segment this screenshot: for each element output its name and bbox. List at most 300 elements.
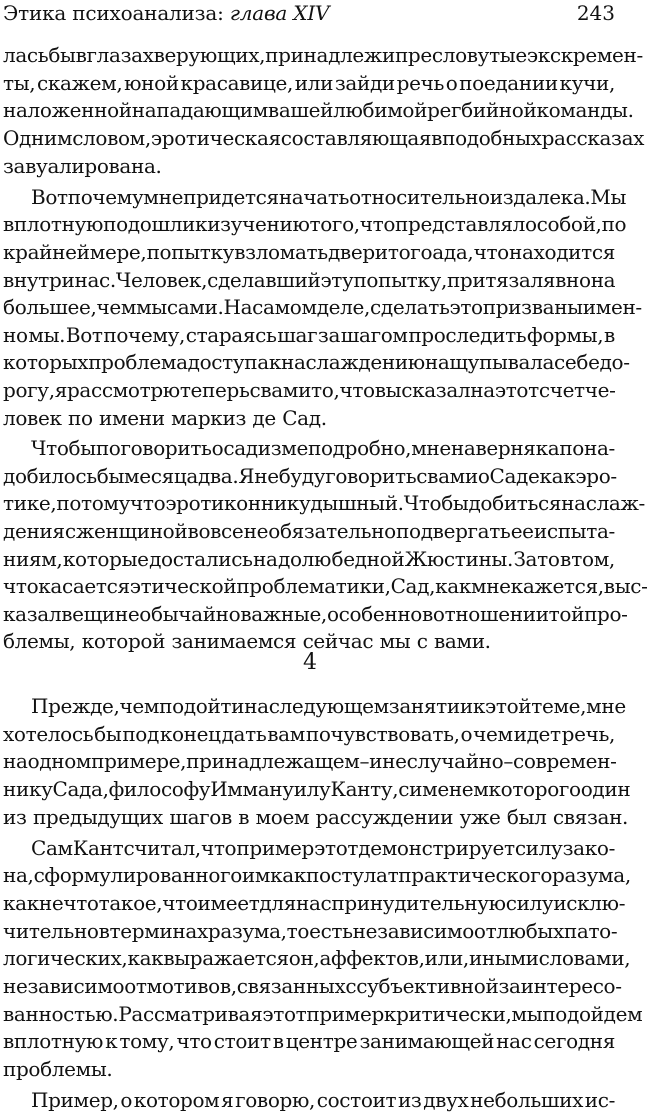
word: принадлежи (265, 43, 395, 67)
word: хотелось (3, 722, 94, 746)
word: из (3, 805, 27, 829)
word: крайней (3, 240, 90, 264)
word: с (64, 519, 76, 543)
word: нас. (74, 268, 116, 292)
word: наверняка (450, 436, 560, 460)
word: шагов (169, 805, 232, 829)
word: конец (159, 722, 221, 746)
word: глазах (86, 43, 154, 67)
word: он (236, 491, 261, 515)
word: Пример, (31, 1088, 119, 1112)
word: в (431, 126, 443, 150)
word: На (223, 295, 253, 319)
word: потому (56, 491, 131, 515)
word: Я (238, 464, 255, 488)
text-line (3, 1056, 615, 1082)
word: мере, (89, 240, 147, 264)
word: бы (48, 43, 76, 67)
word: вами. (434, 629, 491, 653)
word: как (539, 464, 576, 488)
word: Вот (31, 185, 68, 209)
word: взломать (234, 240, 328, 264)
word: почему, (103, 323, 186, 347)
word: проблемы. (3, 1057, 113, 1081)
text-line (3, 835, 615, 861)
word: сейчас (302, 629, 374, 653)
word: состоит (316, 1088, 397, 1112)
word: счет (538, 378, 585, 402)
word: попытку (146, 240, 235, 264)
word: чем (119, 694, 160, 718)
word: бы (96, 464, 125, 488)
word: что (3, 574, 39, 598)
word: буду (278, 464, 326, 488)
word: не (382, 749, 407, 773)
word: им (241, 863, 271, 887)
word: мы (136, 295, 167, 319)
word: как (270, 863, 306, 887)
word: вплотную (3, 1029, 104, 1053)
word: обязательно (268, 519, 396, 543)
word: имеет (197, 891, 260, 915)
word: пример (306, 1002, 384, 1026)
word: рассуждении (315, 805, 454, 829)
word: этот (314, 836, 359, 860)
word: испыта- (533, 519, 615, 543)
word: вплотную (3, 212, 104, 236)
word: стараясь (185, 323, 277, 347)
word: че- (584, 378, 616, 402)
word: был (506, 805, 547, 829)
word: к (472, 694, 485, 718)
word: к (105, 1029, 118, 1053)
word: которого (488, 777, 581, 801)
word: экскремен- (526, 43, 643, 67)
word: на, (3, 863, 34, 887)
word: в (603, 323, 615, 347)
word: небольших (470, 1088, 584, 1112)
word: речь, (561, 722, 615, 746)
word: принадлежащем (186, 749, 360, 773)
word: эротик (165, 491, 237, 515)
word: силу (505, 891, 554, 915)
section-number: 4 (303, 650, 317, 675)
word: явно (542, 268, 591, 292)
word: одном (27, 749, 92, 773)
word: сделать (370, 295, 450, 319)
word: заинтересо- (498, 974, 622, 998)
text-line (3, 377, 615, 403)
word: с (398, 777, 410, 801)
word: необычайно (114, 602, 241, 626)
word: и (369, 749, 383, 773)
word: эро- (575, 464, 617, 488)
word: двери (327, 240, 388, 264)
word: разума, (552, 863, 631, 887)
word: зако- (562, 836, 615, 860)
word: независимо (352, 919, 474, 943)
text-line (3, 322, 615, 348)
word: подробно, (308, 436, 412, 460)
text-line (3, 153, 615, 179)
word: мне (411, 436, 451, 460)
word: этот (494, 378, 539, 402)
word: шагом (340, 323, 408, 347)
word: рассказах (541, 126, 645, 150)
word: мне (470, 574, 511, 598)
word: касается (38, 574, 130, 598)
word: что (473, 240, 509, 264)
word: уже (459, 805, 501, 829)
word: которой (81, 629, 166, 653)
word: отношении (432, 602, 549, 626)
word: это (449, 295, 483, 319)
word: тике, (3, 491, 57, 515)
word: речь (396, 71, 444, 95)
word: завуалирована. (3, 154, 162, 178)
word: что (359, 212, 396, 236)
word: Жюстины. (404, 547, 514, 571)
text-line (3, 693, 626, 719)
word: но (3, 323, 28, 347)
word: Сада, (52, 777, 109, 801)
word: выс- (603, 574, 648, 598)
word: составляющая (280, 126, 432, 150)
word: о (211, 436, 224, 460)
word: что (200, 836, 237, 860)
word: связан. (552, 805, 629, 829)
page-number: 243 (576, 1, 615, 25)
word: чительно (3, 919, 99, 943)
text-line (3, 1001, 643, 1027)
word: как (435, 574, 471, 598)
word: до- (599, 350, 630, 374)
word: поговорить (95, 436, 212, 460)
word: ее (510, 519, 534, 543)
text-line (3, 1087, 615, 1113)
word: добилось (3, 464, 97, 488)
word: ловек (3, 406, 62, 430)
word: мне (143, 185, 184, 209)
word: сделавший (207, 268, 321, 292)
word: Сад. (282, 406, 327, 430)
word: не (254, 464, 279, 488)
word: вещи (61, 602, 115, 626)
word: которые (62, 547, 149, 571)
word: не (243, 519, 269, 543)
word: поедании (459, 71, 558, 95)
word: о (445, 71, 458, 95)
word: кажется, (510, 574, 604, 598)
word: имен- (582, 295, 642, 319)
word: с (416, 629, 428, 653)
word: нечто (38, 891, 99, 915)
text-line (3, 1028, 615, 1054)
word: важные, (240, 602, 327, 626)
word: – (359, 749, 370, 773)
word: под (122, 722, 159, 746)
word: блемы, (3, 629, 76, 653)
word: от (473, 919, 497, 943)
text-line (3, 573, 648, 599)
word: в (422, 602, 433, 626)
word: Сад, (390, 574, 436, 598)
word: зайди (334, 71, 395, 95)
text-line (3, 776, 631, 802)
word: постулат (305, 863, 399, 887)
word: случайно (406, 749, 504, 773)
text-line (3, 721, 615, 747)
word: ты, (3, 71, 36, 95)
chapter-label: глава XIV (229, 1, 330, 25)
word: собой, (536, 212, 602, 236)
text-line (3, 70, 615, 96)
word: с (249, 378, 261, 402)
text-line (3, 945, 631, 971)
word: команды. (536, 98, 634, 122)
word: высказал (374, 378, 471, 402)
word: эротическая (150, 126, 281, 150)
word: наслаж- (561, 491, 645, 515)
word: издалека. (489, 185, 591, 209)
word: того, (309, 212, 360, 236)
word: мне (586, 694, 626, 718)
word: пона- (559, 436, 615, 460)
word: том, (571, 547, 615, 571)
word: бы (94, 722, 122, 746)
word: Канту, (330, 777, 399, 801)
word: Вот (65, 323, 103, 347)
word: сами. (166, 295, 224, 319)
word: о (460, 722, 473, 746)
word: выражается (163, 946, 289, 970)
word: вами (427, 464, 478, 488)
word: имени (99, 406, 165, 430)
word: по (67, 406, 93, 430)
word: красавице, (180, 71, 294, 95)
word: Саде (489, 464, 540, 488)
word: один (580, 777, 631, 801)
word: на (3, 749, 28, 773)
word: предыдущих (32, 805, 163, 829)
word: почему (67, 185, 144, 209)
word: наслаждению (281, 350, 425, 374)
word: вашей (267, 98, 334, 122)
word: считал, (123, 836, 201, 860)
word: наложенной (3, 98, 132, 122)
word: с (345, 974, 357, 998)
word: именем (409, 777, 489, 801)
text-line (3, 973, 622, 999)
word: что (176, 1029, 212, 1053)
word: в (75, 43, 87, 67)
text-line (3, 211, 627, 237)
text-line (3, 42, 643, 68)
word: казал (3, 602, 62, 626)
word: вам (267, 722, 305, 746)
word: проследить (408, 323, 527, 347)
word: Одним (3, 126, 73, 150)
word: относительно (349, 185, 490, 209)
word: регбийной (427, 98, 537, 122)
text-line (3, 862, 631, 888)
word: женщиной (75, 519, 188, 543)
word: он, (288, 946, 320, 970)
word: или, (424, 946, 469, 970)
word: ванностью. (3, 1002, 119, 1026)
word: любых (496, 919, 564, 943)
word: принудительную (331, 891, 506, 915)
word: аффектов, (319, 946, 425, 970)
word: начать (278, 185, 350, 209)
word: от (124, 974, 147, 998)
word: Иммануилу (210, 777, 331, 801)
word: доступа (187, 350, 269, 374)
word: любимой (333, 98, 428, 122)
word: пато- (563, 919, 618, 943)
word: чем (473, 722, 513, 746)
word: занимаемся (171, 629, 297, 653)
word: идет (513, 722, 561, 746)
text-line (3, 97, 634, 123)
word: проблематики, (236, 574, 391, 598)
word: на (244, 694, 269, 718)
word: того (387, 240, 433, 264)
word: Человек, (115, 268, 208, 292)
word: Сам (31, 836, 73, 860)
word: Кант (72, 836, 124, 860)
text-line (3, 518, 615, 544)
text-line (3, 804, 629, 830)
word: что (130, 491, 166, 515)
word: никудышный. (260, 491, 404, 515)
word: этой (485, 694, 532, 718)
word: словами, (538, 946, 631, 970)
running-title: Этика психоанализа: (3, 1, 230, 25)
text-line (3, 125, 645, 151)
word: моем (255, 805, 310, 829)
word: критически, (383, 1002, 512, 1026)
word: подошли (103, 212, 196, 236)
word: к (268, 350, 281, 374)
word: проблема (88, 350, 188, 374)
word: рассмотрю (66, 378, 180, 402)
word: есть (309, 919, 353, 943)
word: нащупывала (424, 350, 555, 374)
word: этической (129, 574, 237, 598)
text-line (3, 435, 615, 461)
word: силу (514, 836, 563, 860)
word: следующем (268, 694, 389, 718)
word: сформулированного (33, 863, 242, 887)
text-line (3, 463, 615, 489)
word: которых (3, 350, 89, 374)
word: той (548, 602, 585, 626)
word: иными (468, 946, 539, 970)
word: или (294, 71, 334, 95)
word: центре (285, 1029, 358, 1053)
text-line (3, 601, 628, 627)
word: исклю- (553, 891, 626, 915)
word: дения (3, 519, 65, 543)
text-line (3, 184, 627, 210)
word: себе (554, 350, 600, 374)
word: подойдем (542, 1002, 643, 1026)
word: то, (311, 378, 340, 402)
word: независимо (3, 974, 125, 998)
word: про- (584, 602, 628, 626)
word: дать (221, 722, 267, 746)
word: вовсе (187, 519, 244, 543)
word: почувствовать, (305, 722, 460, 746)
word: попытку, (353, 268, 447, 292)
word: субъективной (356, 974, 499, 998)
word: словом, (72, 126, 151, 150)
word: что (162, 891, 198, 915)
word: представляло (395, 212, 537, 236)
word: в (559, 547, 571, 571)
word: призваны (482, 295, 583, 319)
word: теперь (179, 378, 250, 402)
word: месяца (124, 464, 198, 488)
word: скажем, (37, 71, 123, 95)
page-header (3, 0, 615, 30)
word: в (272, 1029, 284, 1053)
text-line (3, 349, 630, 375)
word: подвергать (396, 519, 511, 543)
word: говорить (325, 464, 417, 488)
word: Зато (513, 547, 560, 571)
word: долю (278, 547, 332, 571)
word: такое, (98, 891, 163, 915)
word: подобных (442, 126, 542, 150)
word: мы (511, 1002, 543, 1026)
word: с (416, 464, 428, 488)
word: котором (133, 1088, 220, 1112)
word: тому, (119, 1029, 175, 1053)
word: лась (3, 43, 49, 67)
word: нас (296, 891, 332, 915)
word: по (601, 212, 627, 236)
word: современ- (513, 749, 617, 773)
word: как (3, 891, 39, 915)
word: садизме (223, 436, 308, 460)
word: пример (236, 836, 314, 860)
word: я (221, 1088, 234, 1112)
word: шаг (277, 323, 318, 347)
word: в (238, 805, 250, 829)
word: кучи, (559, 71, 615, 95)
word: теме, (531, 694, 587, 718)
word: добиться (468, 491, 562, 515)
word: изучению (207, 212, 310, 236)
word: на (590, 268, 616, 292)
word: вами (260, 378, 312, 402)
word: связанных (236, 974, 346, 998)
word: – (503, 749, 514, 773)
word: большее, (3, 295, 97, 319)
word: я (54, 378, 67, 402)
word: практического (398, 863, 553, 887)
word: верующих, (153, 43, 266, 67)
word: из (397, 1088, 422, 1112)
text-line (3, 890, 626, 916)
word: Мы (590, 185, 627, 209)
text-line (3, 294, 642, 320)
word: ис- (584, 1088, 615, 1112)
word: демонстрирует (358, 836, 515, 860)
word: на (253, 547, 278, 571)
